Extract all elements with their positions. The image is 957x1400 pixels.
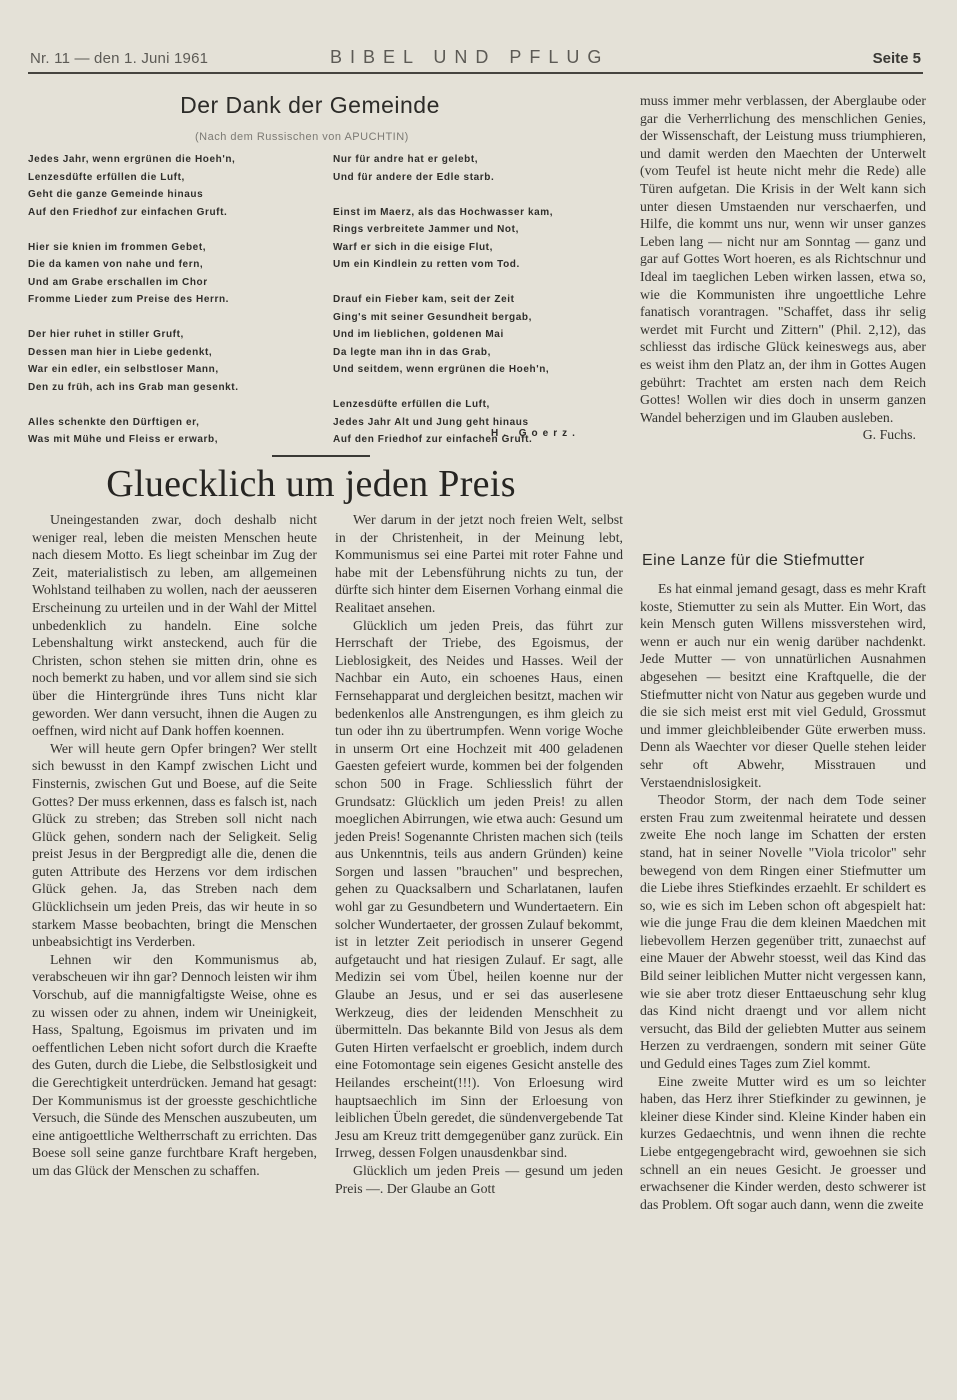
poem-column-2 — [333, 151, 613, 449]
poem-line: Um ein Kindlein zu retten vom Tod. — [333, 259, 520, 270]
poem-line: Und im lieblichen, goldenen Mai — [333, 329, 504, 340]
article-column-1 — [32, 511, 317, 1180]
poem-line: Lenzesdüfte erfüllen die Luft, — [28, 171, 185, 183]
poem-author: H. Goerz. — [491, 428, 580, 439]
article2-body — [640, 580, 926, 1213]
poem-line: Fromme Lieder zum Preise des Herrn. — [28, 294, 230, 305]
article-paragraph: Glücklich um jeden Preis — gesund um jeden Preis —. Der Glaube an Gott — [335, 1162, 623, 1196]
poem-line: Die da kamen von nahe und fern, — [28, 259, 204, 270]
article-paragraph: Glücklich um jeden Preis, das führt zur Herrschaft der Triebe, des Egoismus, der Lieblosigkeit, des Neides und Hasses. Weil der Nachbar ein Auto, ein schoenes Haus, einen Fernsehapparat und dergleichen besitzt, machen wir bedenkenlos alle Anstrengungen, es ihm gleich zu tun oder ihn zu übertrumpfen. Wenn vorige Woche in unserm Ort eine Hochzeit mit 400 geladenen Gaesten gefeiert wurde, kommen bei der folgenden schon 500 in Frage. Schliesslich führt der Grundsatz: Glücklich um jeden Preis! zu allen moeglichen Abirrungen, wie etwa auch: Gesund um jeden Preis! Sogenannte Christen machen sich (teils aus Unkenntnis, teils aus andern Gründen) keine Sorgen und lassen "brauchen" und besprechen, gehen zu Quacksalbern und Scharlatanen, laufen wohl gar zu Gesundbetern und Wundertaetern. Ein solcher Wundertaeter, der grossen Zulauf bekommt, ist in letzter Zeit periodisch in unserer Gegend aufgetaucht und hat riesigen Zulauf. Er sagt, alle Medizin sei vom Übel, heilen koenne nur der Glaube an Jesus, und er sei das auserlesene Werkzeug, dies der leidenden Menschheit zu übermitteln. Das bekannte Bild von Jesus als dem Guten Hirten verfaelscht er groeblich, indem durch eine Fotomontage sein eigenes Gesicht anstelle des Heilandes erscheint(!!!). Von Erloesung wird hauptsaechlich im Sinn der Erloesung von leiblichen Übeln geredet, die sündenvergebende Tat Jesu am Kreuz tritt demgegenüber ganz zurück. Ein Irrweg, dessen Folgen unausdenkbar sind. — [335, 617, 623, 1161]
poem-line: Was mit Mühe und Fleiss er erwarb, — [28, 434, 219, 445]
issue-date: Nr. 11 — den 1. Juni 1961 — [30, 50, 209, 67]
article2-title: Eine Lanze für die Stiefmutter — [642, 552, 865, 569]
poem-line: Den zu früh, ach ins Grab man gesenkt. — [28, 381, 239, 393]
poem-line: Auf den Friedhof zur einfachen Gruft. — [28, 206, 228, 218]
poem-line: Lenzesdüfte erfüllen die Luft, — [333, 399, 490, 410]
article-column-3 — [640, 92, 926, 444]
stanza-gap — [333, 274, 613, 292]
poem-line: Der hier ruhet in stiller Gruft, — [28, 329, 184, 340]
poem-line: Dessen man hier in Liebe gedenkt, — [28, 346, 213, 358]
poem-line: Da legte man ihn in das Grab, — [333, 346, 491, 358]
stanza-gap — [28, 309, 328, 327]
article-paragraph: Eine zweite Mutter wird es um so leichter haben, das Herz ihrer Stiefkinder zu gewinnen, je kleiner diese Kinder sind. Kleine Kinder haben ein kurzes Gedaechtnis, und wenn ihnen die rechte Liebe entgegengebracht wird, gewoehnen sie sich schnell an ein neues Gesicht. Je groesser und erwachsener die Kinder werden, desto schwerer ist das Problem. Oft sogar auch dann, wenn die zweite — [640, 1073, 926, 1212]
article-paragraph: Theodor Storm, der nach dem Tode seiner ersten Frau zum zweitenmal heiratete und dessen zweite Ehe noch lange im Schatten der ersten stand, hat in seiner Novelle "Viola tricolor" sehr bewegend von dem Ringen einer Stiefmutter um die Liebe ihres Stiefkindes erzaehlt. Er schildert es so, wie es sich im Leben schon oft abgespielt hat: wie die junge Frau die dem kleinen Maedchen mit liebevollem Herzen gegenüber tritt, zunaechst auf eine Mauer der Abwehr stoesst, weil das Kind das Bild seiner leiblichen Mutter nicht vergessen kann, wie sie aber trotz dieser Enttaeuschung sehr klug das Kind nicht draengt und vor allem nicht versucht, das Bild der geliebten Mutter aus seinem Herzen zu verdraengen, sondern mit seiner Güte und Geduld eines Tages zum Ziel kommt. — [640, 792, 926, 1072]
masthead: BIBEL UND PFLUG — [330, 47, 610, 67]
article-column-2 — [335, 511, 623, 1197]
poem-line: Ging's mit seiner Gesundheit bergab, — [333, 311, 533, 323]
poem-line: Drauf ein Fieber kam, seit der Zeit — [333, 294, 515, 305]
poem-title: Der Dank der Gemeinde — [180, 92, 440, 118]
article-signature: G. Fuchs. — [862, 427, 916, 443]
poem-line: Auf den Friedhof zur einfachen Gruft. — [333, 434, 533, 445]
stanza-gap — [333, 186, 613, 204]
article-paragraph: Es hat einmal jemand gesagt, dass es mehr Kraft koste, Stiemutter zu sein als Mutter. Ein Wort, das kein Mensch guten Willens missverstehen wird, wenn er auch nur ein wenig darüber nachdenkt. Jede Mutter — von unnatürlichen Ausnahmen abgesehen — besitzt eine Kraftquelle, die der Stiefmutter nicht von Natur aus gegeben wurde und die sie sich meist erst mit viel Geduld, Grossmut und immer gleichbleibender Güte erwerben muss. Denn als Waechter vor dieser Quelle stehen leider sehr oft Abwehr, Misstrauen und Verstaendnislosigkeit. — [640, 581, 926, 790]
poem-line: Jedes Jahr Alt und Jung geht hinaus — [333, 416, 529, 428]
poem-subtitle: (Nach dem Russischen von APUCHTIN) — [195, 131, 409, 143]
article-paragraph: Wer will heute gern Opfer bringen? Wer stellt sich bewusst in den Kampf zwischen Licht und Finsternis, zwischen Gut und Boese, auf die Seite Gottes? Der muss erkennen, dass es falsch ist, nach Glück zu streben; das Streben soll nicht nach Glück gehen, sondern nach der Seligkeit. Selig preist Jesus in der Bergpredigt alle die, denen die guten Attribute des Herzens vor dem irdischen Glück gehen. Ja, das Streben nach dem Glücklichsein um jeden Preis, das wir heute in so starkem Masse beobachten, bringt die Menschen unbeabsichtigt ins Verderben. — [32, 740, 317, 950]
page-number: Seite 5 — [872, 50, 921, 67]
poem-line: Nur für andre hat er gelebt, — [333, 154, 479, 165]
poem-line: Alles schenkte den Dürftigen er, — [28, 416, 200, 428]
poem-line: Und für andere der Edle starb. — [333, 171, 495, 183]
article-paragraph: Lehnen wir den Kommunismus ab, verabscheuen wir ihn gar? Dennoch leisten wir ihm Vorschub, auf die mannigfaltigste Weise, ohne es zu wissen oder zu ahnen, indem wir Uneinigkeit, Hass, Spaltung, Egoismus im privaten und im oeffentlichen Leben nicht sofort durch die Kraefte des Guten, durch die Liebe, die Selbstlosigkeit und die Gerechtigkeit unterdrücken. Jemand hat gesagt: Der Kommunismus ist der groesste geschichtliche Versuch, die Sünde des Menschen auszubeuten, um eine antigoettliche Weltherrschaft zu errichten. Das Boese soll seine ganze furchtbare Kraft hergeben, um das Glück der Menschen zu schaffen. — [32, 951, 317, 1178]
poem-line: Einst im Maerz, als das Hochwasser kam, — [333, 206, 554, 218]
poem-line: War ein edler, ein selbstloser Mann, — [28, 364, 219, 375]
stanza-gap — [333, 379, 613, 397]
poem-line: Rings verbreitete Jammer und Not, — [333, 224, 519, 235]
poem-line: Und am Grabe erschallen im Chor — [28, 276, 208, 288]
divider — [272, 455, 370, 457]
article-paragraph: Wer darum in der jetzt noch freien Welt, selbst in der Christenheit, in der Meinung lebt, Kommunismus sei eine Partei mit roter Fahne und habe mit der Lebensführung nichts zu tun, der dürfte sich hinter dem Eisernen Vorhang einmal die Realitaet ansehen. — [335, 512, 623, 615]
poem-line: Warf er sich in die eisige Flut, — [333, 241, 493, 253]
poem-line: Jedes Jahr, wenn ergrünen die Hoeh'n, — [28, 154, 236, 165]
poem-column-1 — [28, 151, 328, 449]
header-rule — [28, 72, 923, 74]
poem-line: Hier sie knien im frommen Gebet, — [28, 241, 207, 253]
stanza-gap — [28, 396, 328, 414]
article-paragraph: muss immer mehr verblassen, der Aberglaube oder gar die Verherrlichung des menschlichen Genies, der Wissenschaft, der Leistung muss triumphieren, und damit werden den Maechten der Unterwelt (vom Teufel ist heute nicht mehr die Rede) alle Türen aufgetan. Die Krisis in der Welt kann sich unter diesen Umstaenden nur verschaerfen, und Hilfe, die kommt uns nur, wenn wir unser ganzes Leben lang — nicht nur am Sonntag — ganz und gar auf Gottes Wort hoeren, es als Richtschnur und Ideal im taeglichen Leben wirken lassen, etwa so, wie die Kommunisten ihre ungoettliche Lehre fanatisch vorantragen. "Schaffet, dass ihr selig werdet mit Furcht und Zittern" (Phil. 2,12), das schliesst das irdische Glück keineswegs aus, aber es weist ihm den Platz an, der ihm in Gottes Augen gebührt: Trachtet am ersten nach dem Reich Gottes! Wollen wir dies doch in unserm ganzen Wandel beherzigen und im Glauben ausleben. — [640, 93, 926, 425]
stanza-gap — [28, 221, 328, 239]
poem-line: Geht die ganze Gemeinde hinaus — [28, 189, 204, 200]
article-paragraph: Uneingestanden zwar, doch deshalb nicht weniger real, leben die meisten Menschen heute nach diesem Motto. Es liegt scheinbar im Zug der Zeit, materialistisch zu leben, am allgemeinen Wohlstand teilhaben zu wollen, nach der aeusseren Erscheinung zu urteilen und in der Wahl der Mittel unbedenklich zu handeln. Eine solche Lebenshaltung wirkt ansteckend, auch für die Christen, schon stehen sie mitten drin, ohne es noch bemerkt zu haben, und vor allem sind sie sich über die Hintergründe ihres Tuns nicht klar geworden. Wer dann versucht, ihnen die Augen zu oeffnen, wird nicht auf Dank hoffen koennen. — [32, 512, 317, 739]
poem-line: Und seitdem, wenn ergrünen die Hoeh'n, — [333, 364, 550, 375]
article-headline: Gluecklich um jeden Preis — [106, 463, 516, 505]
